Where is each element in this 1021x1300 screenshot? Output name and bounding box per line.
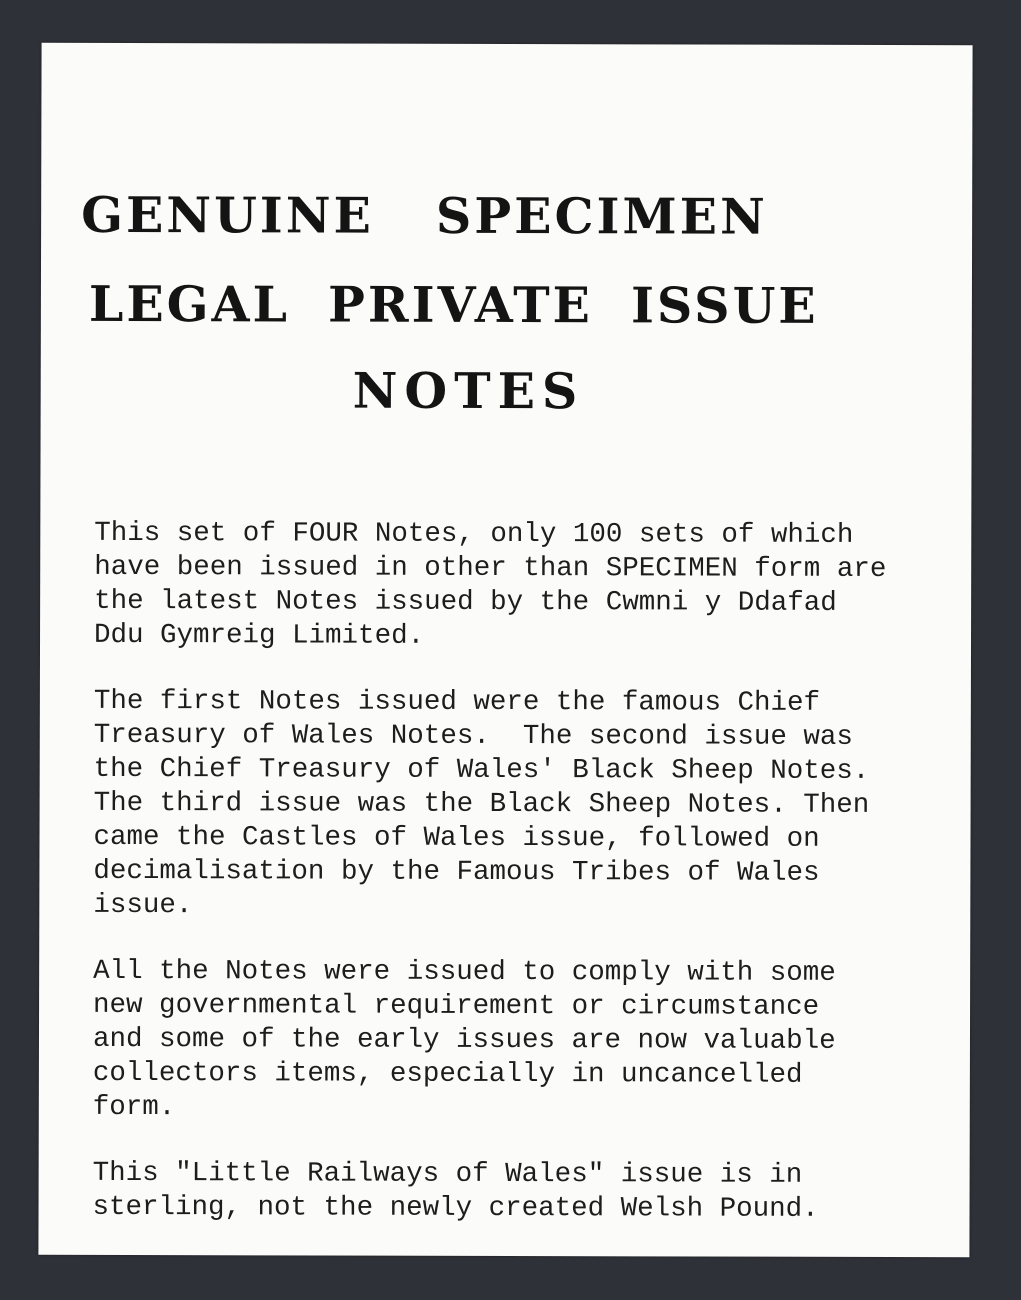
paragraph: [94, 517, 954, 655]
text-line: new governmental requirement or circumstance: [93, 989, 820, 1023]
headline-line-1: GENUINE SPECIMEN: [81, 185, 768, 246]
text-line: issue.: [93, 889, 193, 922]
text-line: came the Castles of Wales issue, followed on: [93, 821, 820, 855]
headline-line-3: NOTES: [352, 361, 585, 421]
text-line: and some of the early issues are now valuable: [92, 1023, 836, 1057]
text-line: the Chief Treasury of Wales' Black Sheep Notes.: [93, 753, 870, 787]
text-line: Treasury of Wales Notes. The second issue was: [93, 719, 853, 753]
text-line: decimalisation by the Famous Tribes of Wales: [93, 855, 820, 889]
text-line: collectors items, especially in uncancelled: [92, 1057, 803, 1091]
document-page: [38, 43, 972, 1257]
body-text: [92, 517, 954, 1259]
text-line: The third issue was the Black Sheep Notes. Then: [93, 787, 870, 821]
text-line: All the Notes were issued to comply with some: [93, 955, 836, 989]
text-line: form.: [92, 1091, 176, 1124]
text-line: the latest Notes issued by the Cwmni y Ddafad: [94, 585, 837, 619]
paragraph: [93, 955, 953, 1127]
headline-line-2: LEGAL PRIVATE ISSUE: [88, 274, 819, 335]
paragraph: [93, 685, 954, 925]
text-line: sterling, not the newly created Welsh Pound.: [92, 1191, 819, 1225]
text-line: have been issued in other than SPECIMEN form are: [94, 551, 887, 585]
text-line: Ddu Gymreig Limited.: [93, 619, 425, 652]
text-line: This set of FOUR Notes, only 100 sets of which: [94, 517, 854, 551]
paragraph: [92, 1157, 952, 1227]
text-line: This "Little Railways of Wales" issue is in: [92, 1157, 803, 1191]
text-line: The first Notes issued were the famous Chief: [93, 685, 821, 719]
